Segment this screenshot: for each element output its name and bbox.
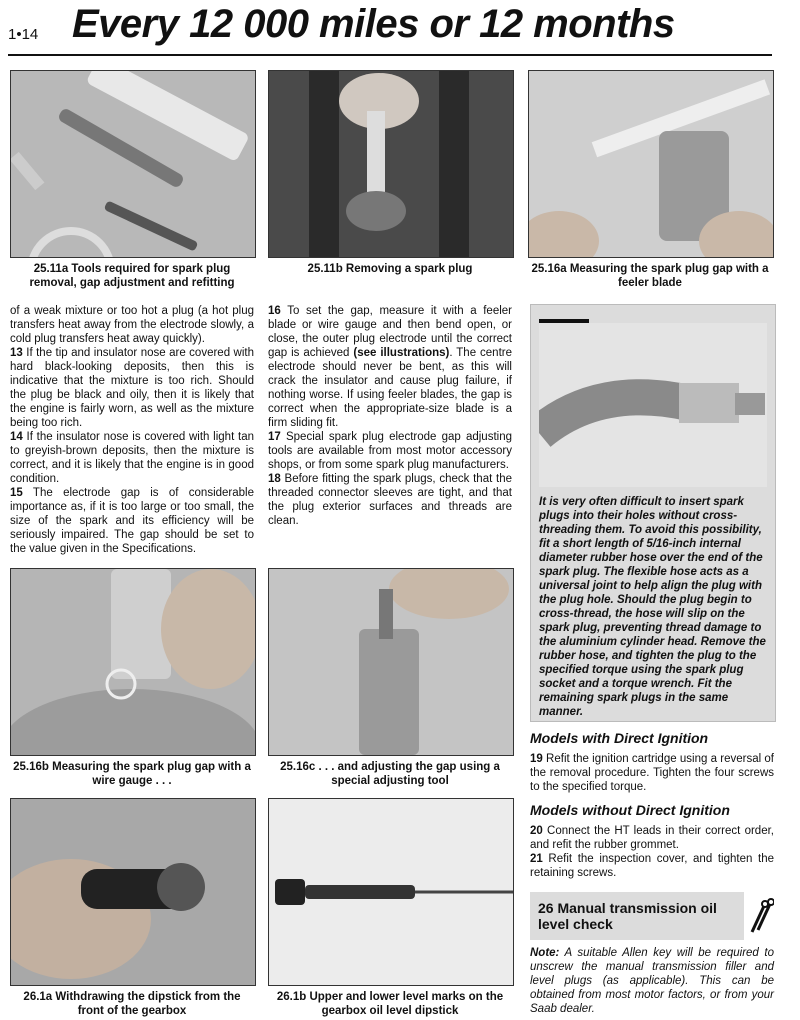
paragraph-20: 20 Connect the HT leads in their correct order, and refit the rubber grommet. [530,825,774,851]
photo-icon [269,71,513,257]
photo-removing-spark-plug [268,70,514,258]
caption-26-1b: 26.1b Upper and lower level marks on the gearbox oil level dipstick [276,991,504,1017]
photo-icon [529,71,773,257]
caption-25-16a: 25.16a Measuring the spark plug gap with a feeler blade [531,263,769,289]
photo-spark-plug-tools [10,70,256,258]
header-rule [8,54,772,56]
page-number: 1•14 [8,26,39,43]
paragraph-18: 18 Before fitting the spark plugs, check that the threaded connector sleeves are tight, and that the plug exterior surfaces and threads are clean. [268,473,512,527]
photo-adjusting-tool [268,568,514,756]
paragraph-intro: of a weak mixture or too hot a plug (a hot plug transfers heat away from the electrode slowly, a cold plug transfers heat away quickly). [10,305,254,345]
paragraph-13: 13 If the tip and insulator nose are covered with hard black-looking deposits, then this is indicative that the mixture is too rich. Should the plug be black and oily, then it is likely that the engine is fairly worn, as well as the mixture being too rich. [10,347,254,429]
section-26-title: 26 Manual transmission oil level check [538,900,717,932]
photo-icon [269,569,513,755]
column-3-text [530,730,774,880]
caption-25-16b: 25.16b Measuring the spark plug gap with a wire gauge . . . [13,761,251,787]
photo-icon [269,799,513,985]
caption-26-1a: 26.1a Withdrawing the dipstick from the front of the gearbox [23,991,241,1017]
photo-rubber-hose-spark-plug [539,323,767,487]
paragraph-15: 15 The electrode gap is of considerable importance as, if it is too large or too small, the size of the spark and its efficiency will be seriously impaired. The gap should be set to the value given in the Specifications. [10,487,254,555]
wrench-icon [748,896,774,936]
paragraph-14: 14 If the insulator nose is covered with light tan to greyish-brown deposits, then the mixture is correct, and it is likely that the engine is in good condition. [10,431,254,485]
page-title: Every 12 000 miles or 12 months [72,2,675,46]
photo-withdrawing-dipstick [10,798,256,986]
note-allen-key: Note: A suitable Allen key will be required to unscrew the manual transmission filler and level plugs (as applicable). This can be obtained from most motor factors, or from your Saab dealer. [530,947,774,1015]
paragraph-17: 17 Special spark plug electrode gap adjusting tools are available from most motor accessory shops, or from some spark plug manufacturers. [268,431,512,471]
section-26-header [530,892,744,940]
paragraph-21: 21 Refit the inspection cover, and tighten the retaining screws. [530,853,774,879]
photo-icon [11,569,255,755]
caption-25-11a: 25.11a Tools required for spark plug removal, gap adjustment and refitting [29,263,235,289]
caption-25-16c: 25.16c . . . and adjusting the gap using a special adjusting tool [280,761,500,787]
photo-dipstick-level-marks [268,798,514,986]
photo-icon [539,323,767,487]
hint-text: It is very often difficult to insert spark plugs into their holes without cross-threading them. To avoid this possibility, fit a short length of 5/16-inch internal diameter rubber hose over the end of the spark plug. The flexible hose acts as a universal joint to help align the plug with the plug hole. Should the plug begin to cross-thread, the hose will slip on the spark plug, preventing thread damage to the aluminium cylinder head. Remove the rubber hose, and tighten the plug to the specified torque using the spark plug socket and a torque wrench. Fit the remaining spark plugs in the same manner. [539,496,766,718]
photo-feeler-blade [528,70,774,258]
paragraph-19: 19 Refit the ignition cartridge using a reversal of the removal procedure. Tighten the four screws to the specified torque. [530,753,774,793]
column-2-text [268,304,512,528]
photo-icon [11,799,255,985]
heading-direct-ignition: Models with Direct Ignition [530,730,709,746]
heading-without-direct-ignition: Models without Direct Ignition [530,802,730,818]
caption-25-11b: 25.11b Removing a spark plug [307,263,473,275]
column-1-text [10,304,254,556]
photo-wire-gauge [10,568,256,756]
haynes-hint-box [530,304,776,722]
photo-icon [11,71,255,257]
paragraph-16: 16 To set the gap, measure it with a feeler blade or wire gauge and then bend open, or close, the outer plug electrode until the correct gap is achieved (see illustrations). The centre electrode should never be bent, as this will crack the insulator and cause plug failure, if nothing worse. If using feeler blades, the gap is correct when the appropriate-size blade is a firm sliding fit. [268,305,512,429]
